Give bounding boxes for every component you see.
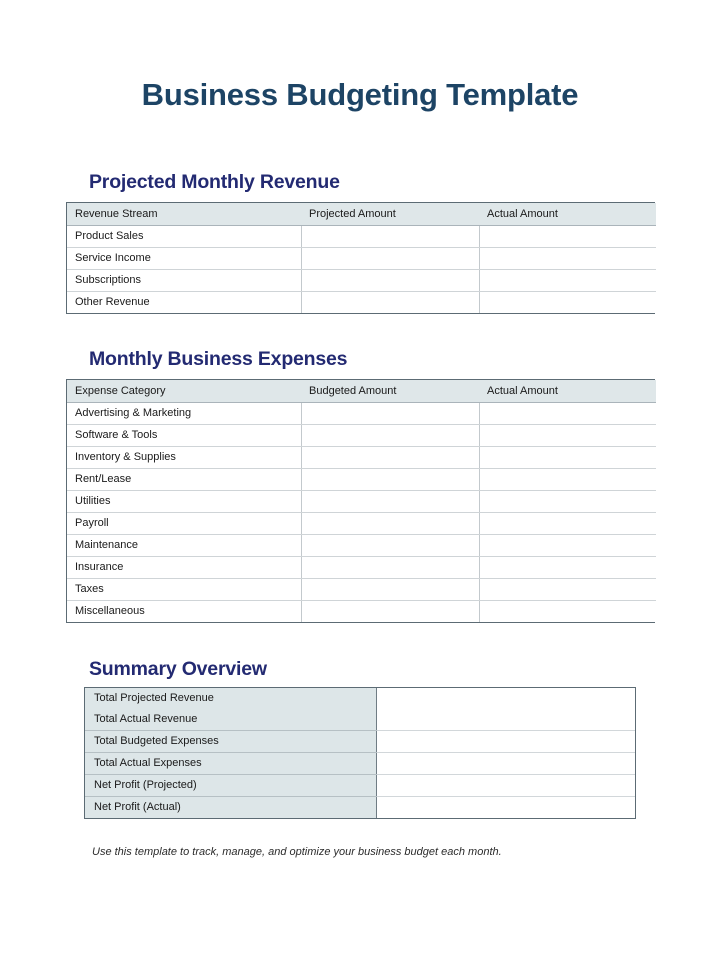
table-row	[67, 425, 656, 447]
cell-actual-amount[interactable]	[479, 601, 656, 623]
row-label: Product Sales	[67, 226, 301, 248]
row-label: Total Projected Revenue	[85, 688, 377, 709]
row-label: Advertising & Marketing	[67, 403, 301, 425]
cell-value[interactable]	[377, 709, 635, 731]
cell-actual-amount[interactable]	[479, 557, 656, 579]
row-label: Service Income	[67, 248, 301, 270]
table-header-row	[67, 380, 656, 403]
cell-value[interactable]	[377, 753, 635, 775]
table-row	[67, 557, 656, 579]
table-row	[67, 491, 656, 513]
row-label: Miscellaneous	[67, 601, 301, 623]
table-row	[67, 469, 656, 491]
table-row	[85, 775, 635, 797]
cell-budgeted-amount[interactable]	[301, 579, 479, 601]
cell-actual-amount[interactable]	[479, 535, 656, 557]
table-row	[67, 403, 656, 425]
table-row	[85, 731, 635, 753]
table-row	[67, 270, 656, 292]
cell-actual-amount[interactable]	[479, 248, 656, 270]
table-row	[67, 447, 656, 469]
section-heading-expenses: Monthly Business Expenses	[89, 348, 348, 370]
table-row	[67, 601, 656, 623]
cell-actual-amount[interactable]	[479, 469, 656, 491]
row-label: Subscriptions	[67, 270, 301, 292]
row-label: Total Actual Expenses	[85, 753, 377, 775]
table-row	[85, 797, 635, 819]
column-header-actual-amount: Actual Amount	[479, 380, 656, 403]
row-label: Taxes	[67, 579, 301, 601]
table-row	[85, 753, 635, 775]
cell-budgeted-amount[interactable]	[301, 403, 479, 425]
column-header-revenue-stream: Revenue Stream	[67, 203, 301, 226]
row-label: Inventory & Supplies	[67, 447, 301, 469]
cell-value[interactable]	[377, 797, 635, 819]
section-heading-revenue: Projected Monthly Revenue	[89, 171, 340, 193]
table-row	[67, 226, 656, 248]
revenue-table	[66, 202, 655, 314]
cell-actual-amount[interactable]	[479, 403, 656, 425]
cell-actual-amount[interactable]	[479, 292, 656, 314]
column-header-projected-amount: Projected Amount	[301, 203, 479, 226]
table-row	[67, 292, 656, 314]
cell-budgeted-amount[interactable]	[301, 447, 479, 469]
cell-value[interactable]	[377, 731, 635, 753]
footer-note: Use this template to track, manage, and optimize your business budget each month.	[92, 846, 502, 858]
row-label: Insurance	[67, 557, 301, 579]
cell-projected-amount[interactable]	[301, 270, 479, 292]
row-label: Maintenance	[67, 535, 301, 557]
row-label: Rent/Lease	[67, 469, 301, 491]
row-label: Other Revenue	[67, 292, 301, 314]
cell-budgeted-amount[interactable]	[301, 601, 479, 623]
column-header-budgeted-amount: Budgeted Amount	[301, 380, 479, 403]
cell-projected-amount[interactable]	[301, 248, 479, 270]
cell-projected-amount[interactable]	[301, 292, 479, 314]
cell-budgeted-amount[interactable]	[301, 557, 479, 579]
cell-projected-amount[interactable]	[301, 226, 479, 248]
summary-table	[84, 687, 636, 819]
expenses-table	[66, 379, 655, 623]
table-row	[67, 535, 656, 557]
cell-value[interactable]	[377, 688, 635, 709]
row-label: Total Actual Revenue	[85, 709, 377, 731]
cell-actual-amount[interactable]	[479, 226, 656, 248]
cell-budgeted-amount[interactable]	[301, 513, 479, 535]
column-header-actual-amount: Actual Amount	[479, 203, 656, 226]
cell-budgeted-amount[interactable]	[301, 535, 479, 557]
cell-actual-amount[interactable]	[479, 491, 656, 513]
cell-budgeted-amount[interactable]	[301, 469, 479, 491]
cell-budgeted-amount[interactable]	[301, 491, 479, 513]
page-title: Business Budgeting Template	[141, 77, 579, 112]
row-label: Total Budgeted Expenses	[85, 731, 377, 753]
row-label: Software & Tools	[67, 425, 301, 447]
table-row	[67, 513, 656, 535]
cell-value[interactable]	[377, 775, 635, 797]
table-row	[67, 248, 656, 270]
cell-actual-amount[interactable]	[479, 579, 656, 601]
row-label: Net Profit (Actual)	[85, 797, 377, 819]
table-header-row	[67, 203, 656, 226]
cell-actual-amount[interactable]	[479, 447, 656, 469]
table-row	[85, 688, 635, 709]
table-row	[85, 709, 635, 731]
row-label: Payroll	[67, 513, 301, 535]
row-label: Net Profit (Projected)	[85, 775, 377, 797]
cell-actual-amount[interactable]	[479, 513, 656, 535]
cell-actual-amount[interactable]	[479, 270, 656, 292]
row-label: Utilities	[67, 491, 301, 513]
section-heading-summary: Summary Overview	[89, 658, 267, 680]
table-row	[67, 579, 656, 601]
cell-budgeted-amount[interactable]	[301, 425, 479, 447]
column-header-expense-category: Expense Category	[67, 380, 301, 403]
cell-actual-amount[interactable]	[479, 425, 656, 447]
